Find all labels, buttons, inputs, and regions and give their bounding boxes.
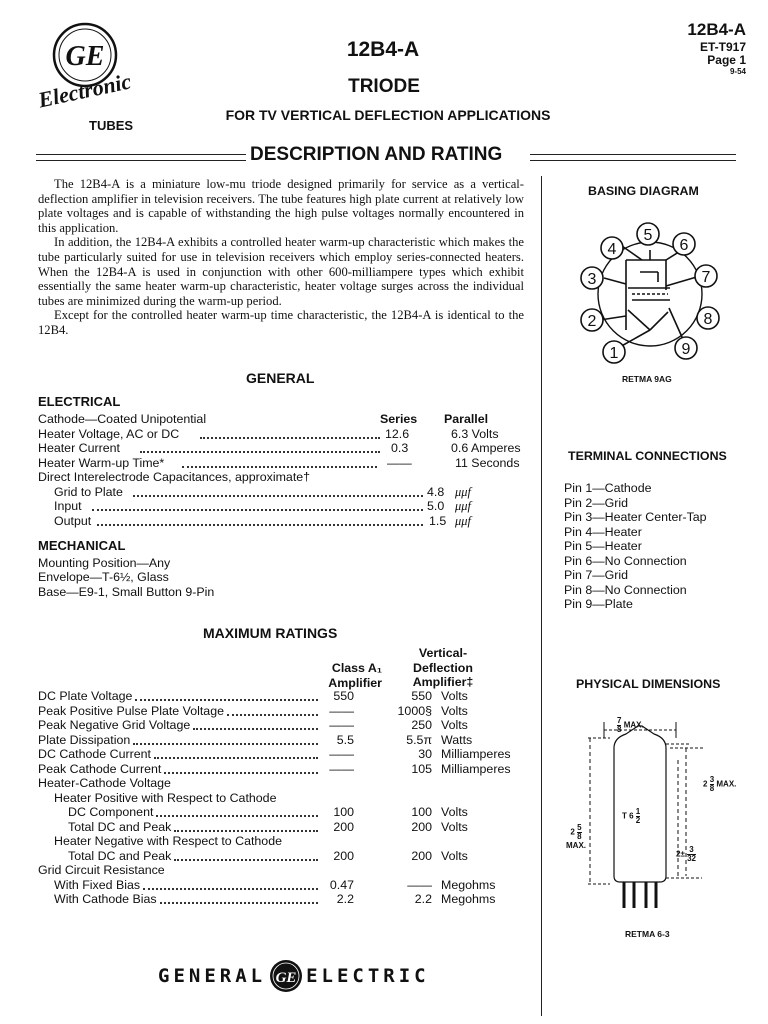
terminal-item: Pin 8—No Connection	[564, 582, 687, 597]
basing-pin	[581, 267, 603, 289]
leader-dots	[164, 772, 318, 774]
basing-pin	[581, 309, 603, 331]
col-series-header: Series	[380, 412, 418, 426]
basing-pin-number: 3	[587, 271, 597, 288]
electrical-title: ELECTRICAL	[38, 394, 121, 409]
general-title: GENERAL	[246, 370, 315, 386]
terminal-item: Pin 3—Heater Center-Tap	[564, 510, 707, 524]
rating-deflection: 200	[411, 819, 432, 834]
rating-unit: Megohms	[441, 877, 496, 892]
rating-class-a: 550	[333, 689, 354, 703]
rating-deflection: 105	[411, 761, 432, 776]
rating-deflection: 200	[411, 848, 432, 863]
basing-pin-number: 5	[643, 227, 653, 244]
row-label: Heater Warm-up Time*	[38, 456, 165, 470]
rating-unit: Watts	[441, 732, 473, 747]
rating-unit: Volts	[441, 703, 468, 718]
dim-body-height	[676, 846, 696, 863]
terminal-item: Pin 6—No Connection	[564, 553, 687, 568]
dim-bulb-den: 2	[635, 816, 641, 825]
dim-left-den: 8	[577, 832, 582, 841]
terminal-item: Pin 1—Cathode	[564, 481, 652, 495]
rating-label: Plate Dissipation	[38, 732, 131, 747]
right-code: ET-T917	[699, 40, 746, 54]
dim-seated-max: MAX.	[716, 779, 737, 789]
description	[38, 177, 524, 338]
capacitance-value: 1.5	[429, 514, 447, 528]
rating-class-a: 200	[333, 848, 354, 863]
parallel-value: 11 Seconds	[455, 456, 520, 470]
basing-pin	[673, 233, 695, 255]
dim-body-den: 32	[687, 854, 696, 863]
capacitance-value: 5.0	[427, 499, 445, 513]
basing-pin-number: 6	[679, 237, 689, 254]
footer-logo-text: GE	[275, 970, 297, 986]
terminal-item: Pin 4—Heater	[564, 524, 642, 539]
rating-class-a: ——	[329, 761, 354, 776]
capacitance-row	[54, 499, 82, 513]
capacitance-value: 4.8	[427, 485, 445, 499]
parallel-value: 0.6 Amperes	[451, 441, 521, 455]
footer-ge-logo	[269, 959, 303, 993]
rating-unit: Volts	[441, 718, 468, 732]
mechanical-item: Envelope—T-6½, Glass	[38, 570, 169, 584]
basing-pin-number: 8	[703, 311, 713, 328]
terminal-item: Pin 9—Plate	[564, 597, 633, 611]
rating-label: DC Plate Voltage	[38, 689, 133, 703]
capacitance-unit: μμf	[455, 514, 471, 528]
rating-label: DC Component	[68, 805, 154, 819]
rating-label: Grid Circuit Resistance	[38, 863, 165, 877]
terminal-item: Pin 2—Grid	[564, 495, 629, 510]
description-paragraph: Except for the controlled heater warm-up time characteristic, the 12B4-A is identical to the 12B4.	[38, 308, 524, 337]
electrical-row	[38, 470, 310, 484]
parallel-value: 6.3 Volts	[451, 427, 499, 441]
row-label: Direct Interelectrode Capacitances, approximate†	[38, 470, 311, 484]
col-b-line: Amplifier‡	[412, 675, 474, 689]
rating-unit: Volts	[441, 848, 468, 863]
rating-class-a: 0.47	[329, 877, 354, 892]
rating-deflection: 5.5π	[406, 732, 432, 747]
electrical-row	[38, 427, 179, 441]
basing-pin	[603, 341, 625, 363]
leader-dots	[227, 714, 318, 716]
rating-deflection: 550	[411, 689, 432, 703]
dim-width-num: 7	[617, 716, 622, 725]
dim-seated-whole: 2	[703, 779, 708, 789]
series-value: ——	[387, 456, 412, 470]
footer-electric: ELECTRIC	[306, 965, 430, 987]
mechanical-item: Base—E9-1, Small Button 9-Pin	[38, 585, 215, 599]
tube-name: 12B4-A	[346, 38, 420, 61]
basing-pin-number: 9	[681, 341, 691, 358]
rating-unit: Volts	[441, 805, 468, 819]
capacitance-row	[54, 514, 91, 528]
rating-unit: Megohms	[441, 892, 496, 906]
leader-dots	[193, 728, 318, 730]
dim-left-num: 5	[577, 823, 582, 832]
dim-seated-den: 8	[709, 784, 715, 793]
rating-label: With Fixed Bias	[54, 877, 141, 892]
dim-left-max: MAX.	[566, 841, 586, 850]
leader-dots	[174, 830, 318, 832]
leader-dots	[174, 859, 318, 861]
right-page: Page 1	[707, 53, 746, 67]
dim-body-num: 3	[689, 845, 694, 854]
leader-dots	[182, 466, 377, 468]
rating-unit: Milliamperes	[441, 761, 511, 776]
rating-deflection: 250	[411, 718, 432, 732]
row-label: Heater Voltage, AC or DC	[38, 427, 180, 441]
electrical-row	[38, 412, 206, 426]
basing-pin	[695, 265, 717, 287]
max-ratings-title: MAXIMUM RATINGS	[203, 625, 338, 641]
leader-dots	[143, 888, 318, 890]
footer-general: GENERAL	[158, 965, 267, 987]
series-value: 0.3	[391, 441, 409, 455]
dim-seated-num: 3	[709, 775, 715, 784]
basing-caption: RETMA 9AG	[622, 374, 672, 384]
leader-dots	[140, 451, 380, 453]
rating-label: Heater Positive with Respect to Cathode	[54, 790, 277, 805]
leader-dots	[160, 902, 318, 904]
rating-label: With Cathode Bias	[54, 892, 157, 906]
capacitance-unit: μμf	[455, 499, 471, 513]
capacitance-unit: μμf	[455, 485, 471, 499]
series-value: 12.6	[385, 427, 410, 441]
basing-pin-number: 2	[587, 313, 597, 330]
dim-bulb-num: 1	[635, 807, 641, 816]
terminal-list	[564, 481, 707, 612]
ge-logo-text: GE	[65, 41, 105, 72]
terminal-item: Pin 5—Heater	[564, 539, 642, 553]
rating-unit: Volts	[441, 689, 468, 703]
basing-diagram	[570, 212, 730, 372]
leader-dots	[97, 524, 423, 526]
dim-left-whole: 2	[570, 827, 575, 837]
rating-deflection: 30	[418, 747, 432, 761]
leader-dots	[154, 757, 318, 759]
leader-dots	[92, 509, 423, 511]
brand-tubes: TUBES	[89, 118, 134, 133]
basing-pin-number: 7	[701, 269, 711, 286]
column-divider	[541, 176, 542, 1016]
right-tube-name: 12B4-A	[687, 20, 746, 39]
dim-left-height	[566, 824, 586, 850]
col-a-line: Amplifier	[328, 675, 382, 690]
rating-deflection: ——	[407, 877, 432, 892]
dimensions-caption: RETMA 6-3	[625, 929, 670, 939]
row-label: Input	[54, 499, 82, 513]
col-b-line: Vertical-	[418, 646, 468, 660]
dim-width-text: MAX.	[623, 720, 644, 730]
dim-bulb-text: T 6	[622, 811, 634, 821]
rating-class-a: ——	[329, 718, 354, 732]
rating-label: Total DC and Peak	[68, 819, 172, 834]
dim-bulb-label	[622, 808, 640, 825]
footer	[158, 956, 430, 996]
basing-title: BASING DIAGRAM	[588, 184, 699, 198]
rating-class-a: 200	[333, 819, 354, 834]
row-label: Cathode—Coated Unipotential	[38, 412, 207, 426]
rule-right	[530, 154, 736, 161]
rating-class-a: ——	[329, 747, 354, 761]
rating-class-a: 100	[333, 805, 354, 819]
col-a-header	[312, 661, 382, 690]
terminal-item: Pin 7—Grid	[564, 568, 629, 582]
description-paragraph: In addition, the 12B4-A exhibits a controlled heater warm-up characteristic which makes the tube particularly suited for use in television receivers which employ series-connected heaters. When the 12B4-A is used in conjunction with other 600-milliampere types which exhibit essentially the same heater warm-up characteristic, heater voltage surges across the individual tubes are minimized during the warm-up period.	[38, 235, 524, 308]
basing-pin	[697, 307, 719, 329]
rating-label: Peak Negative Grid Voltage	[38, 718, 191, 732]
basing-pin	[675, 337, 697, 359]
row-label: Heater Current	[38, 441, 120, 455]
basing-pin	[601, 237, 623, 259]
leader-dots	[135, 699, 318, 701]
leader-dots	[200, 437, 380, 439]
dim-width-label	[617, 717, 644, 734]
subtitle: FOR TV VERTICAL DEFLECTION APPLICATIONS	[225, 107, 551, 123]
electrical-row	[38, 441, 120, 455]
col-b-header	[404, 646, 482, 690]
leader-dots	[133, 495, 423, 497]
capacitance-row	[54, 485, 123, 499]
mechanical-title: MECHANICAL	[38, 538, 126, 553]
dimension-drawing	[560, 708, 750, 928]
rating-label: DC Cathode Current	[38, 747, 151, 761]
rating-class-a: 5.5	[336, 732, 354, 747]
rating-label: Peak Cathode Current	[38, 761, 162, 776]
row-label: Output	[54, 514, 92, 528]
basing-pin	[637, 223, 659, 245]
dim-width-den: 8	[617, 725, 622, 734]
electrical-row	[38, 456, 164, 470]
brand-script: Electronic	[36, 68, 134, 113]
rating-deflection: 100	[411, 805, 432, 819]
rating-label: Peak Positive Pulse Plate Voltage	[38, 703, 224, 718]
rule-left	[36, 154, 246, 161]
dimensions-title: PHYSICAL DIMENSIONS	[576, 677, 721, 691]
leader-dots	[133, 743, 318, 745]
rating-class-a: ——	[329, 703, 354, 718]
rating-class-a: 2.2	[336, 892, 354, 906]
col-b-line: Deflection	[413, 660, 473, 675]
rating-label: Heater-Cathode Voltage	[38, 776, 171, 790]
row-label: Grid to Plate	[54, 485, 123, 499]
basing-pin-number: 1	[609, 345, 619, 362]
rating-deflection: 2.2	[414, 892, 432, 906]
terminals-title: TERMINAL CONNECTIONS	[568, 449, 727, 463]
dim-body-whole: 2	[676, 849, 681, 859]
section-title: DESCRIPTION AND RATING	[250, 144, 503, 165]
leader-dots	[156, 815, 318, 817]
col-parallel-header: Parallel	[444, 412, 489, 426]
dim-body-pm: ±	[680, 849, 685, 859]
dim-seated-height	[703, 776, 736, 793]
rating-unit: Milliamperes	[441, 747, 511, 761]
tube-type: TRIODE	[348, 76, 420, 97]
rating-deflection: 1000§	[397, 703, 432, 718]
rating-label: Total DC and Peak	[68, 848, 172, 863]
rating-unit: Volts	[441, 819, 468, 834]
rating-label: Heater Negative with Respect to Cathode	[54, 834, 282, 848]
basing-pin-number: 4	[607, 241, 617, 258]
mechanical-item: Mounting Position—Any	[38, 556, 171, 570]
col-a-line: Class A₁	[331, 661, 382, 675]
description-paragraph: The 12B4-A is a miniature low-mu triode designed primarily for service as a vertical-deflection amplifier in television receivers. The tube features high plate current at relatively low plate voltages and is capable of withstanding the high pulse voltages normally encountered in this application.	[38, 177, 524, 235]
right-date: 9-54	[729, 67, 746, 76]
